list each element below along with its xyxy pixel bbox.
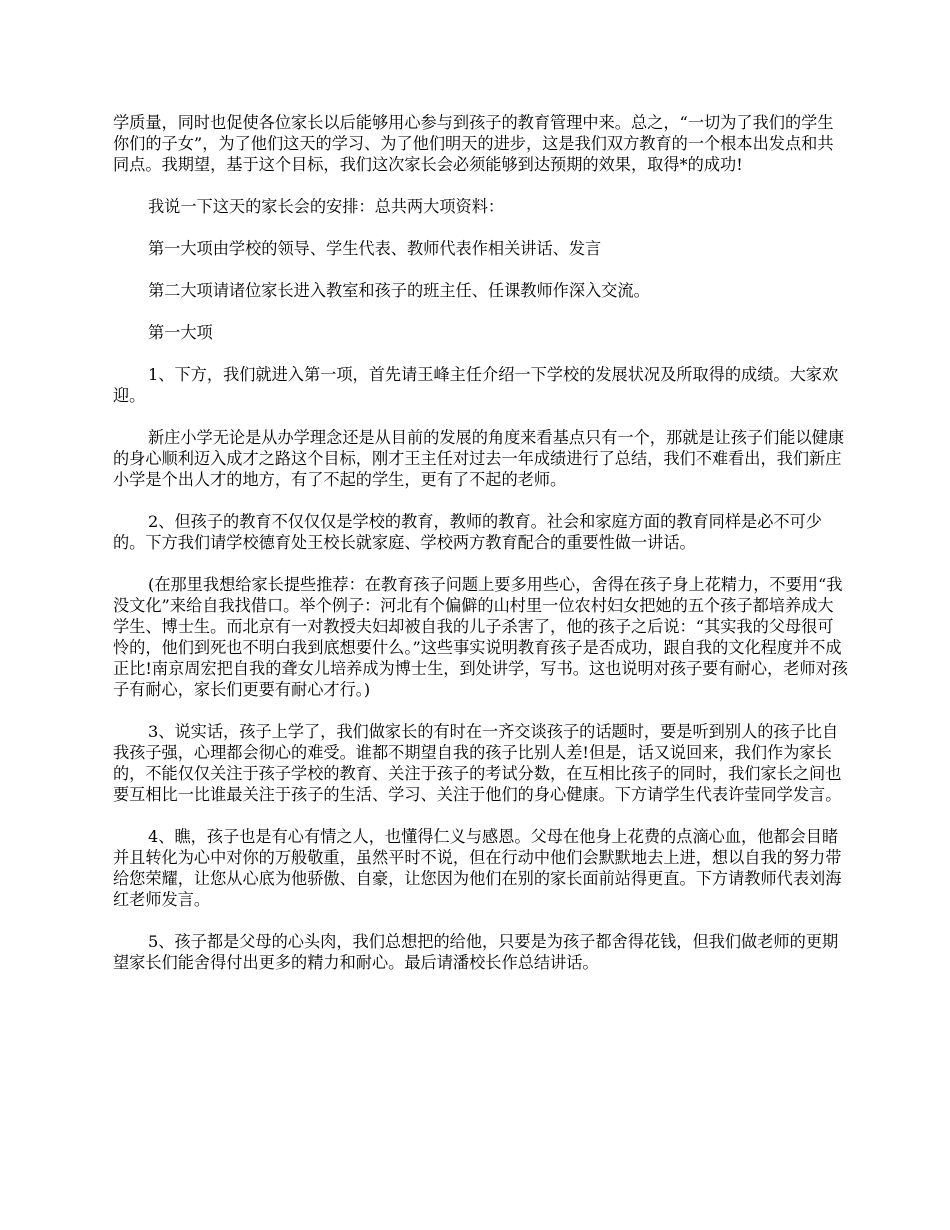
paragraph-8: 2、但孩子的教育不仅仅仅是学校的教育，教师的教育。社会和家庭方面的教育同样是必不可少的。下方我们请学校德育处王校长就家庭、学校两方教育配合的重要性做一讲话。 — [113, 512, 822, 552]
paragraph-11: 4、瞧，孩子也是有心有情之人，也懂得仁义与感恩。父母在他身上花费的点滴心血，他都会目睹并且转化为心中对你的万般敬重，虽然平时不说，但在行动中他们会默默地去上进，想以自我的努力带给您荣耀，让您从心底为他骄傲、自豪，让您因为他们在别的家长面前站得更直。下方请教师代表刘海红老师发言。 — [113, 827, 842, 909]
paragraph-7: 新庄小学无论是从办学理念还是从目前的发展的角度来看基点只有一个，那就是让孩子们能以健康的身心顺利迈入成才之路这个目标，刚才王主任对过去一年成绩进行了总结，我们不难看出，我们新庄小学是个出人才的地方，有了不起的学生，更有了不起的老师。 — [113, 428, 845, 489]
paragraph-3: 第一大项由学校的领导、学生代表、教师代表作相关讲话、发言 — [148, 239, 602, 258]
paragraph-4: 第二大项请诸位家长进入教室和孩子的班主任、任课教师作深入交流。 — [148, 281, 650, 300]
paragraph-9: (在那里我想给家长提些推荐：在教育孩子问题上要多用些心，舍得在孩子身上花精力，不要用“我没文化”来给自我找借口。举个例子：河北有个偏僻的山村里一位农村妇女把她的五个孩子都培养成大学生、博士生。而北京有一对教授夫妇却被自我的儿子杀害了，他的孩子之后说：“其实我的父母很可怜的，他们到死也不明白我到底想要什么。”这些事实说明教育孩子是否成功，跟自我的文化程度并不成正比!南京周宏把自我的聋女儿培养成为博士生，到处讲学，写书。这也说明对孩子要有耐心，老师对孩子有耐心，家长们更要有耐心才行。) — [113, 575, 848, 699]
section-heading: 第一大项 — [148, 323, 213, 342]
document-page — [113, 112, 848, 994]
paragraph-10: 3、说实话，孩子上学了，我们做家长的有时在一齐交谈孩子的话题时，要是听到别人的孩子比自我孩子强，心理都会彻心的难受。谁都不期望自我的孩子比别人差!但是，话又说回来，我们作为家长的，不能仅仅关注于孩子学校的教育、关注于孩子的考试分数，在互相比孩子的同时，我们家长之间也要互相比一比谁最关注于孩子的生活、学习、关注于他们的身心健康。下方请学生代表许莹同学发言。 — [113, 722, 842, 804]
paragraph-2: 我说一下这天的家长会的安排：总共两大项资料： — [148, 197, 505, 216]
paragraph-6: 1、下方，我们就进入第一项，首先请王峰主任介绍一下学校的发展状况及所取得的成绩。大家欢迎。 — [113, 365, 839, 405]
paragraph-12: 5、孩子都是父母的心头肉，我们总想把的给他，只要是为孩子都舍得花钱，但我们做老师的更期望家长们能舍得付出更多的精力和耐心。最后请潘校长作总结讲话。 — [113, 932, 839, 972]
paragraph-1: 学质量，同时也促使各位家长以后能够用心参与到孩子的教育管理中来。总之，“一切为了我们的学生你们的子女”，为了他们这天的学习、为了他们明天的进步，这是我们双方教育的一个根本出发点和共同点。我期望，基于这个目标，我们这次家长会必须能够到达预期的效果，取得*的成功! — [113, 113, 834, 174]
